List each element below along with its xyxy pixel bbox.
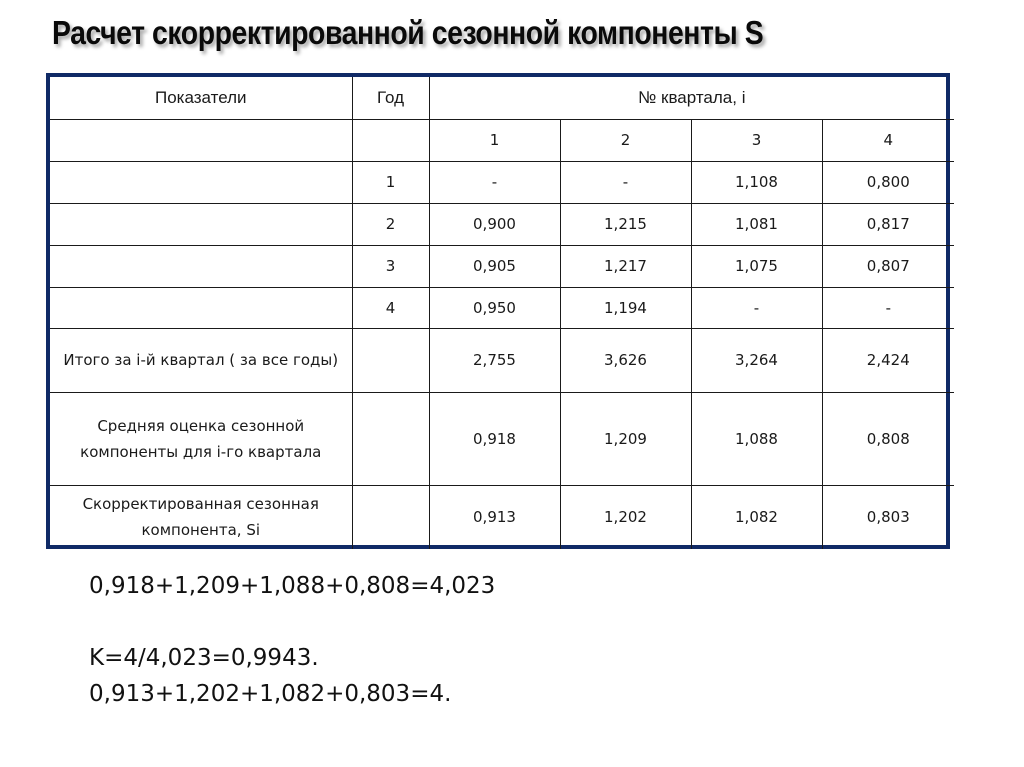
value-cell: 1,217: [560, 245, 691, 287]
table-row: [50, 245, 954, 287]
quarter-number: 2: [560, 119, 691, 161]
slide-title: Расчет скорректированной сезонной компоненты S: [52, 14, 764, 51]
value-cell: 1,108: [691, 161, 822, 203]
value-cell: 0,950: [429, 287, 560, 328]
empty-cell: [352, 119, 429, 161]
value-cell: -: [560, 161, 691, 203]
header-quarter-group: № квартала, i: [429, 77, 954, 119]
empty-cell: [352, 392, 429, 485]
value-cell: 2,424: [822, 328, 954, 392]
value-cell: 1,215: [560, 203, 691, 245]
quarter-number: 3: [691, 119, 822, 161]
empty-cell: [50, 245, 352, 287]
value-cell: 3,626: [560, 328, 691, 392]
value-cell: -: [429, 161, 560, 203]
quarter-number: 4: [822, 119, 954, 161]
value-cell: 0,803: [822, 485, 954, 549]
table-row: [50, 203, 954, 245]
seasonal-component-table: [46, 73, 950, 549]
value-cell: 0,900: [429, 203, 560, 245]
summary-row-corrected: [50, 485, 954, 549]
summary-row-average: [50, 392, 954, 485]
value-cell: 0,800: [822, 161, 954, 203]
value-cell: 3,264: [691, 328, 822, 392]
value-cell: 0,913: [429, 485, 560, 549]
spacer: [89, 604, 495, 640]
value-cell: 1,075: [691, 245, 822, 287]
value-cell: 1,202: [560, 485, 691, 549]
value-cell: -: [822, 287, 954, 328]
formula-sum-average: 0,918+1,209+1,088+0,808=4,023: [89, 573, 496, 599]
empty-cell: [50, 119, 352, 161]
header-row: [50, 77, 954, 119]
value-cell: 0,905: [429, 245, 560, 287]
empty-cell: [50, 203, 352, 245]
empty-cell: [352, 485, 429, 549]
year-cell: 1: [352, 161, 429, 203]
value-cell: -: [691, 287, 822, 328]
quarter-number: 1: [429, 119, 560, 161]
quarter-number-row: [50, 119, 954, 161]
value-cell: 0,807: [822, 245, 954, 287]
value-cell: 0,817: [822, 203, 954, 245]
year-cell: 2: [352, 203, 429, 245]
formula-k-coefficient: K=4/4,023=0,9943.: [89, 645, 319, 671]
value-cell: 1,088: [691, 392, 822, 485]
header-year: Год: [352, 77, 429, 119]
formulas-block: [89, 568, 495, 712]
value-cell: 0,918: [429, 392, 560, 485]
row-label: Итого за i-й квартал ( за все годы): [50, 328, 352, 392]
summary-row-total: [50, 328, 954, 392]
value-cell: 2,755: [429, 328, 560, 392]
formula-sum-corrected: 0,913+1,202+1,082+0,803=4.: [89, 681, 452, 707]
value-cell: 0,808: [822, 392, 954, 485]
empty-cell: [50, 287, 352, 328]
value-cell: 1,194: [560, 287, 691, 328]
table-row: [50, 287, 954, 328]
empty-cell: [50, 161, 352, 203]
table: [50, 77, 954, 549]
table-row: [50, 161, 954, 203]
year-cell: 4: [352, 287, 429, 328]
row-label: Средняя оценка сезонной компоненты для i-го квартала: [50, 392, 352, 485]
value-cell: 1,082: [691, 485, 822, 549]
row-label: Скорректированная сезонная компонента, Si: [50, 485, 352, 549]
value-cell: 1,209: [560, 392, 691, 485]
empty-cell: [352, 328, 429, 392]
year-cell: 3: [352, 245, 429, 287]
header-indicator: Показатели: [50, 77, 352, 119]
value-cell: 1,081: [691, 203, 822, 245]
